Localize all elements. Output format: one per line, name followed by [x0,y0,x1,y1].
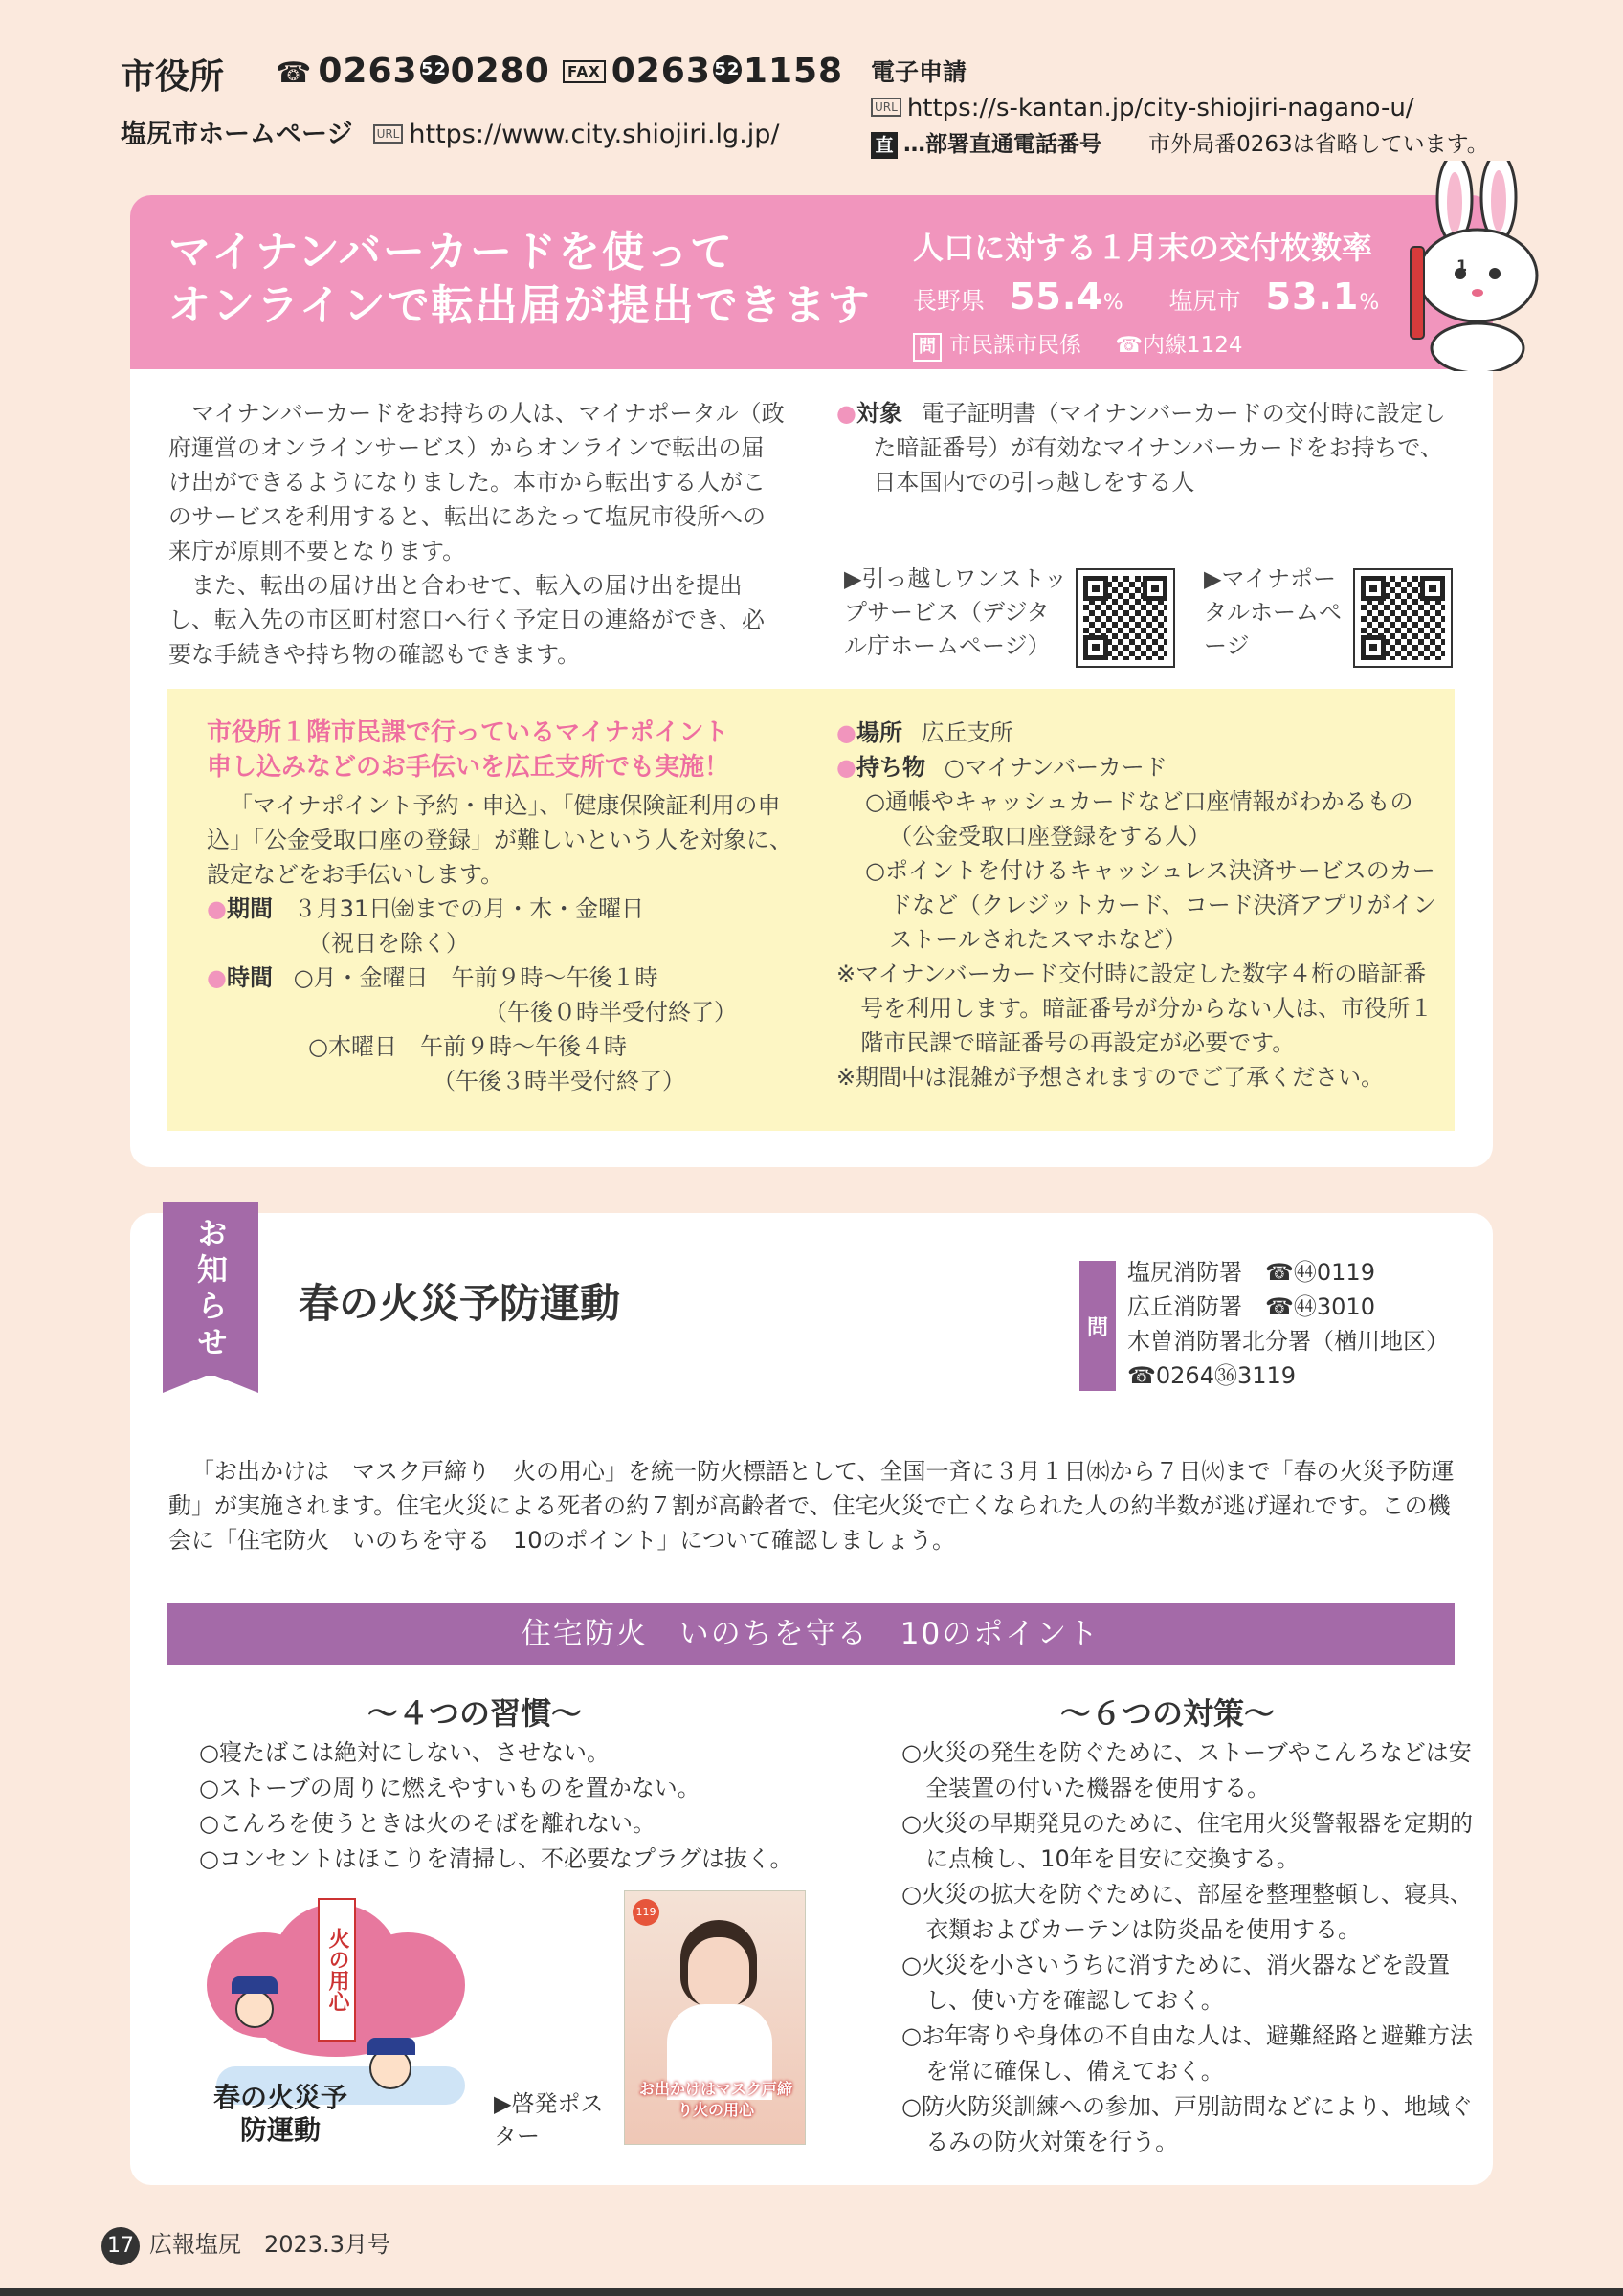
fire-prevention-illustration [197,1894,475,2146]
contact-line: 木曽消防署北分署（楢川地区） [1127,1328,1449,1355]
target-label: 対象 [856,400,902,427]
qr-code-icon [1361,576,1445,660]
list-item: ○防火防災訓練への参加、戸別訪問などにより、地域ぐるみの防火対策を行う。 [901,2093,1473,2155]
mynumber-body [168,396,785,672]
target-block [836,396,1458,499]
url-icon: URL [871,98,901,117]
direct-dial-icon: 直 [871,132,898,159]
fax-icon: FAX [563,60,606,83]
hinoyoujin-flag: 火の用心 [318,1898,356,2042]
e-application-label: 電子申請 [871,58,967,86]
body-paragraph: マイナンバーカードをお持ちの人は、マイナポータル（政府運営のオンラインサービス）からオンラインで転出の届け出ができるようになりました。本市から転出する人がこのサービスを利用すると、転出にあたって塩尻市役所への来庁が原則不要となります。 [168,400,785,564]
stats-inquiry: 問 市民課市民係 ☎内線1124 [913,327,1411,362]
measures-heading: 〜６つの対策〜 [1059,1695,1275,1732]
notice-tag-tail [163,1374,258,1393]
bullet-icon: ● [836,754,856,781]
bullet-icon: ● [207,964,227,991]
qr2-caption: ▶マイナポータルホームページ [1204,565,1342,659]
shiojiri-rate: 53.1 [1265,276,1360,318]
mascot-number: 1 [1456,256,1468,275]
contact-line: 塩尻消防署 ☎㊹0119 [1127,1259,1375,1286]
stats-title: 人口に対する１月末の交付枚数率 [913,230,1373,266]
page-number: 17 [101,2227,140,2265]
firefighter-icon [235,1990,274,2028]
e-application-link[interactable]: https://s-kantan.jp/city-shiojiri-nagano-u/ [906,94,1414,122]
support-details: ●場所 広丘支所 ●持ち物 ○マイナンバーカード ○通帳やキャッシュカードなど口座情報がわかるもの（公金受取口座登録をする人） ○ポイントを付けるキャッシュレス決済サービスのカードなど（クレジットカード、コード決済アプリがインストールされたスマホなど） ※マイナンバーカード交付時に設定した数字４桁の暗証番号を利用します。暗証番号が分からない人は、市役所１階市民課で暗証番号の再設定が必要です。 ※期間中は混雑が予想されますのでご了承ください。 [836,716,1439,1094]
body-paragraph: また、転出の届け出と合わせて、転入の届け出を提出し、転入先の市区町村窓口へ行く予定日の連絡ができ、必要な手続きや持ち物の確認もできます。 [168,572,766,668]
awareness-poster [624,1890,806,2145]
time-row: ●時間 ○月・金曜日 午前９時〜午後１時 [207,964,658,991]
poster-caption: ▶啓発ポスター [494,2090,604,2150]
homepage-label: 塩尻市ホームページ [121,120,353,149]
phone-icon: ☎ [276,56,313,90]
illustration-caption: 春の火災予防運動 [212,2082,347,2146]
list-item: ○火災の早期発見のために、住宅用火災警報器を定期的に点検し、10年を目安に交換する。 [901,1810,1473,1872]
contact-line: 広丘消防署 ☎㊹3010 [1127,1293,1375,1320]
period-row: ●期間 ３月31日㈮までの月・木・金曜日 [207,895,645,922]
publication-name: 広報塩尻 2023.3月号 [149,2231,390,2258]
rabbit-mascot-icon [1399,161,1552,371]
habits-list [199,1735,831,1877]
area-code-note: 市外局番0263は省略しています。 [1148,132,1489,157]
crowd-note: ※期間中は混雑が予想されますのでご了承ください。 [836,1064,1385,1091]
homepage-link[interactable]: https://www.city.shiojiri.lg.jp/ [409,120,780,149]
header-city-office [121,50,224,99]
header-e-application [871,54,1489,159]
poster-slogan: お出かけはマスク戸締り火の用心 [638,2080,792,2119]
nagano-rate: 55.4 [1009,276,1103,318]
page-footer [101,2225,390,2265]
support-heading: 市役所１階市民課で行っているマイナポイント 申し込みなどのお手伝いを広丘支所でも実施！ [207,718,730,782]
url-icon: URL [373,124,404,144]
notice-tag: お知らせ [163,1202,258,1376]
contact-line: ☎0264㊱3119 [1127,1362,1297,1389]
mascot-illustration [1399,161,1552,371]
bullet-icon: ● [836,400,856,427]
list-item: ○火災の発生を防ぐために、ストーブやこんろなどは安全装置の付いた機器を使用する。 [901,1739,1472,1801]
list-item: ○火災を小さいうちに消すために、消火器などを設置し、使い方を確認しておく。 [901,1952,1450,2014]
qr-code-icon [1083,576,1167,660]
list-item: ○こんろを使うときは火のそばを離れない。 [199,1810,656,1837]
list-item: ○火災の拡大を防ぐために、部屋を整理整頓し、寝具、衣類およびカーテンは防炎品を使用する。 [901,1881,1473,1943]
qr-code-onestop[interactable] [1076,568,1175,668]
poster-badge: 119 [633,1899,659,1926]
city-office-title: 市役所 [121,57,225,97]
direct-dial-label: …部署直通電話番号 [903,132,1101,157]
list-item: ○コンセントはほこりを清掃し、不必要なプラグは抜く。 [199,1845,793,1872]
fire-contacts [1127,1255,1481,1393]
list-item: ○ストーブの周りに燃えやすいものを置かない。 [199,1775,700,1801]
target-text: 電子証明書（マイナンバーカードの交付時に設定した暗証番号）が有効なマイナンバーカードをお持ちで、日本国内での引っ越しをする人 [873,400,1446,496]
header-tel: ☎ 0263 520280 [276,52,550,91]
list-item: ○寝たばこは絶対にしない、させない。 [199,1739,610,1766]
measures-list [901,1735,1476,2160]
ten-points-banner: 住宅防火 いのちを守る 10のポイント [167,1603,1455,1665]
habits-heading: 〜４つの習慣〜 [367,1695,582,1732]
issuance-stats [913,224,1411,362]
list-item: ○お年寄りや身体の不自由な人は、避難経路と避難方法を常に確保し、備えておく。 [901,2022,1473,2085]
fire-prevention-title: 春の火災予防運動 [299,1280,621,1327]
place-row: ●場所 広丘支所 [836,719,1013,746]
bring-row: ●持ち物 ○マイナンバーカード [836,754,1167,781]
bottom-rule [0,2288,1623,2296]
support-body: 「マイナポイント予約・申込」、「健康保険証利用の申込」「公金受取口座の登録」が難しいという人を対象に、設定などをお手伝いします。 ●期間 ３月31日㈮までの月・木・金曜日 （祝日を除く） ●時間 ○月・金曜日 午前９時〜午後１時 （午後０時半受付終了） ○木曜日 午前９時〜午後４時 （午後３時半受付終了） [207,792,792,1094]
pin-note: ※マイナンバーカード交付時に設定した数字４桁の暗証番号を利用します。暗証番号が分からない人は、市役所１階市民課で暗証番号の再設定が必要です。 [836,960,1434,1056]
bullet-icon: ● [836,719,856,746]
qr-code-mynaportal[interactable] [1353,568,1453,668]
fire-intro: 「お出かけは マスク戸締り 火の用心」を統一防火標語として、全国一斉に３月１日㈬から７日㈫まで「春の火災予防運動」が実施されます。住宅火災による死者の約７割が高齢者で、住宅火災で亡くなられた人の約半数が逃げ遅れです。この機会に「住宅防火 いのちを守る 10のポイント」について確認しましょう。 [168,1458,1455,1554]
bullet-icon: ● [207,895,227,922]
mynumber-title: マイナンバーカードを使って オンラインで転出届が提出できます [168,228,872,330]
qr1-caption: ▶引っ越しワンストップサービス（デジタル庁ホームページ） [844,565,1068,659]
stats-values: 長野県 55.4% 塩尻市 53.1% [913,276,1380,318]
inquiry-icon: 問 [1079,1261,1116,1391]
header-fax: FAX 0263 521158 [563,52,843,91]
header-homepage [121,113,780,150]
inquiry-icon: 問 [913,333,942,362]
portrait-icon [688,1937,749,2010]
